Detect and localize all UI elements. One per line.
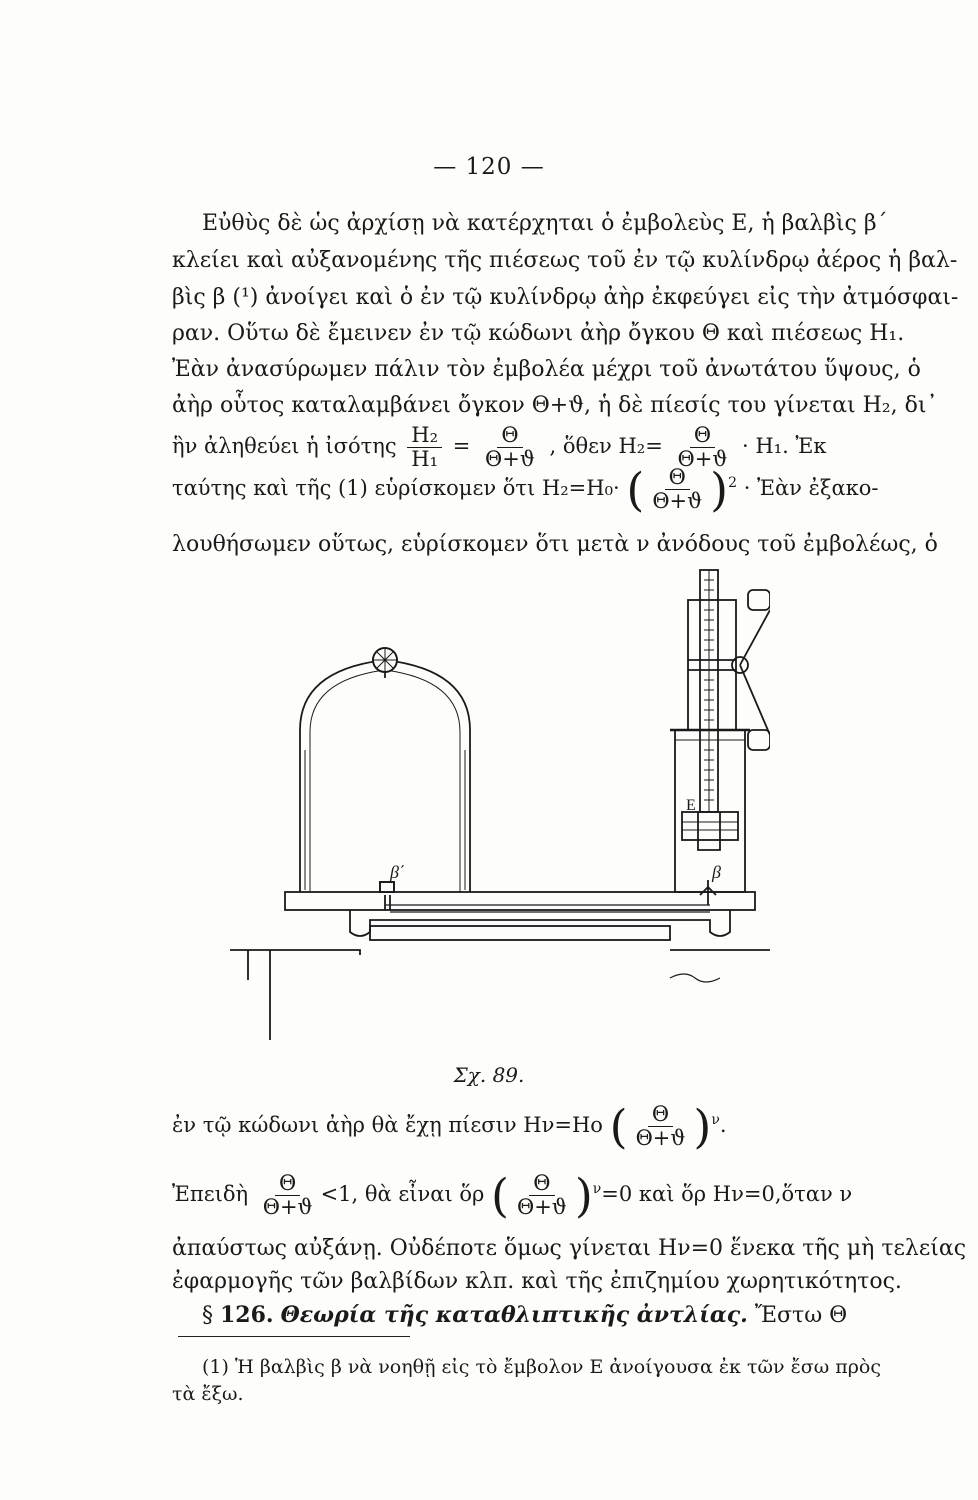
bell-jar [300, 660, 470, 892]
eq1-equals: = [452, 434, 471, 459]
eq4-suffix: =0 καὶ ὅρ Ην=0,ὅταν ν [601, 1182, 853, 1207]
page-number: — 120 — [433, 154, 545, 180]
decorative-squiggle [670, 974, 720, 982]
eq4-prefix: Ἐπειδὴ [172, 1182, 249, 1207]
denominator: Θ+ϑ [262, 1195, 313, 1220]
text-line-after-eq2: λουθήσωμεν οὕτως, εὑρίσκομεν ὅτι μετὰ ν ἀνόδους τοῦ ἐμβολέως, ὁ [172, 532, 938, 557]
valve-b [700, 880, 716, 905]
denominator: Θ+ϑ [635, 1126, 686, 1151]
eq1-prefix: ἣν ἀληθεύει ἡ ἰσότης [172, 434, 397, 459]
open-paren: ( [491, 1168, 509, 1223]
eq2-prefix: ταύτης καὶ τῆς (1) εὑρίσκομεν ὅτι Η₂=Η₀· [172, 476, 620, 501]
eq2-fraction [648, 466, 706, 513]
footnote-line-2: τὰ ἔξω. [172, 1383, 244, 1405]
eq1-suffix: · Η₁. Ἐκ [742, 434, 827, 459]
numerator: Θ [690, 424, 715, 448]
equation-3 [172, 1099, 727, 1154]
denominator: Θ+ϑ [652, 489, 703, 514]
eq1-fraction-2 [481, 424, 539, 471]
section-heading [202, 1304, 847, 1327]
section-title: Θεωρία τῆς καταθλιπτικῆς ἀντλίας. [280, 1302, 748, 1328]
denominator: Θ+ϑ [677, 447, 728, 472]
eq3-prefix: ἐν τῷ κώδωνι ἀὴρ θὰ ἔχῃ πίεσιν Ην=Ηο [172, 1113, 603, 1138]
eq2-suffix: · Ἐὰν ἐξακο- [743, 476, 879, 501]
text-line-3: βὶς β (¹) ἀνοίγει καὶ ὁ ἐν τῷ κυλίνδρῳ ἀὴρ ἐκφεύγει εἰς τὴν ἀτμόσφαι- [172, 285, 959, 310]
numerator: Θ [648, 1103, 673, 1127]
text-line-4: ραν. Οὕτω δὲ ἔμεινεν ἐν τῷ κώδωνι ἀὴρ ὄγκου Θ καὶ πιέσεως Η₁. [172, 321, 905, 346]
rack-frame [688, 570, 748, 812]
section-after: Ἔστω Θ [754, 1303, 848, 1328]
bell-knob [373, 648, 397, 678]
open-paren: ( [626, 462, 645, 517]
crank-handle [740, 590, 770, 750]
air-pump-figure [230, 560, 770, 1055]
text-line-5: Ἐὰν ἀνασύρωμεν πάλιν τὸν ἐμβολέα μέχρι τοῦ ἀνωτάτου ὕψους, ὁ [172, 357, 921, 382]
closing-line-1: ἀπαύστως αὐξάνῃ. Οὐδέποτε ὅμως γίνεται Ην=0 ἕνεκα τῆς μὴ τελείας [172, 1236, 967, 1261]
eq2-exponent: 2 [728, 475, 738, 492]
pump-plate [230, 892, 770, 1040]
equation-1 [172, 424, 827, 471]
figure-label-b: β [712, 862, 721, 882]
pump-cylinder [670, 730, 750, 892]
eq4-fraction-2 [513, 1172, 571, 1219]
figure-caption: Σχ. 89. [453, 1063, 525, 1087]
equation-2 [172, 462, 879, 517]
section-symbol: § [202, 1303, 213, 1328]
equation-4 [172, 1168, 853, 1223]
numerator: Θ [275, 1172, 300, 1196]
eq1-mid: , ὅθεν Η₂= [549, 434, 663, 459]
denominator: Θ+ϑ [485, 447, 535, 472]
numerator: Θ [497, 424, 522, 448]
eq1-fraction-1 [407, 424, 442, 471]
footnote-line-1: (1) Ἡ βαλβὶς β νὰ νοηθῇ εἰς τὸ ἔμβολον Ε ἀνοίγουσα ἐκ τῶν ἔσω πρὸς [202, 1356, 881, 1378]
figure-label-E: E [686, 797, 696, 814]
connecting-tube [380, 882, 710, 912]
numerator: Η₂ [407, 424, 442, 448]
figure-label-b-prime: β΄ [390, 862, 405, 882]
eq3-fraction [632, 1103, 690, 1150]
close-paren: ) [574, 1168, 593, 1223]
eq4-mid: <1, θὰ εἶναι ὅρ [320, 1182, 485, 1207]
close-paren: ) [710, 462, 729, 517]
text-line-2: κλείει καὶ αὐξανομένης τῆς πιέσεως τοῦ ἐν τῷ κυλίνδρῳ ἀέρος ἡ βαλ- [172, 248, 958, 273]
footnote-rule [178, 1336, 410, 1337]
open-paren: ( [609, 1099, 628, 1154]
closing-line-2: ἐφαρμογῆς τῶν βαλβίδων κλπ. καὶ τῆς ἐπιζημίου χωρητικότητος. [172, 1269, 902, 1294]
numerator: Θ [529, 1172, 554, 1196]
eq4-fraction-1 [259, 1172, 317, 1219]
numerator: Θ [665, 466, 690, 490]
text-line-6: ἀὴρ οὗτος καταλαμβάνει ὄγκον Θ+ϑ, ἡ δὲ πίεσίς του γίνεται Η₂, δι᾽ [172, 393, 938, 418]
denominator: Θ+ϑ [516, 1195, 567, 1220]
eq3-exponent: ν [711, 1112, 720, 1129]
close-paren: ) [693, 1099, 712, 1154]
section-number: 126. [220, 1302, 274, 1328]
denominator: Η₁ [411, 447, 439, 472]
eq3-suffix: . [719, 1113, 727, 1138]
eq4-exponent: ν [592, 1181, 602, 1198]
text-line-1: Εὐθὺς δὲ ὡς ἀρχίσῃ νὰ κατέρχηται ὁ ἐμβολεὺς Ε, ἡ βαλβὶς β΄ [202, 211, 888, 236]
